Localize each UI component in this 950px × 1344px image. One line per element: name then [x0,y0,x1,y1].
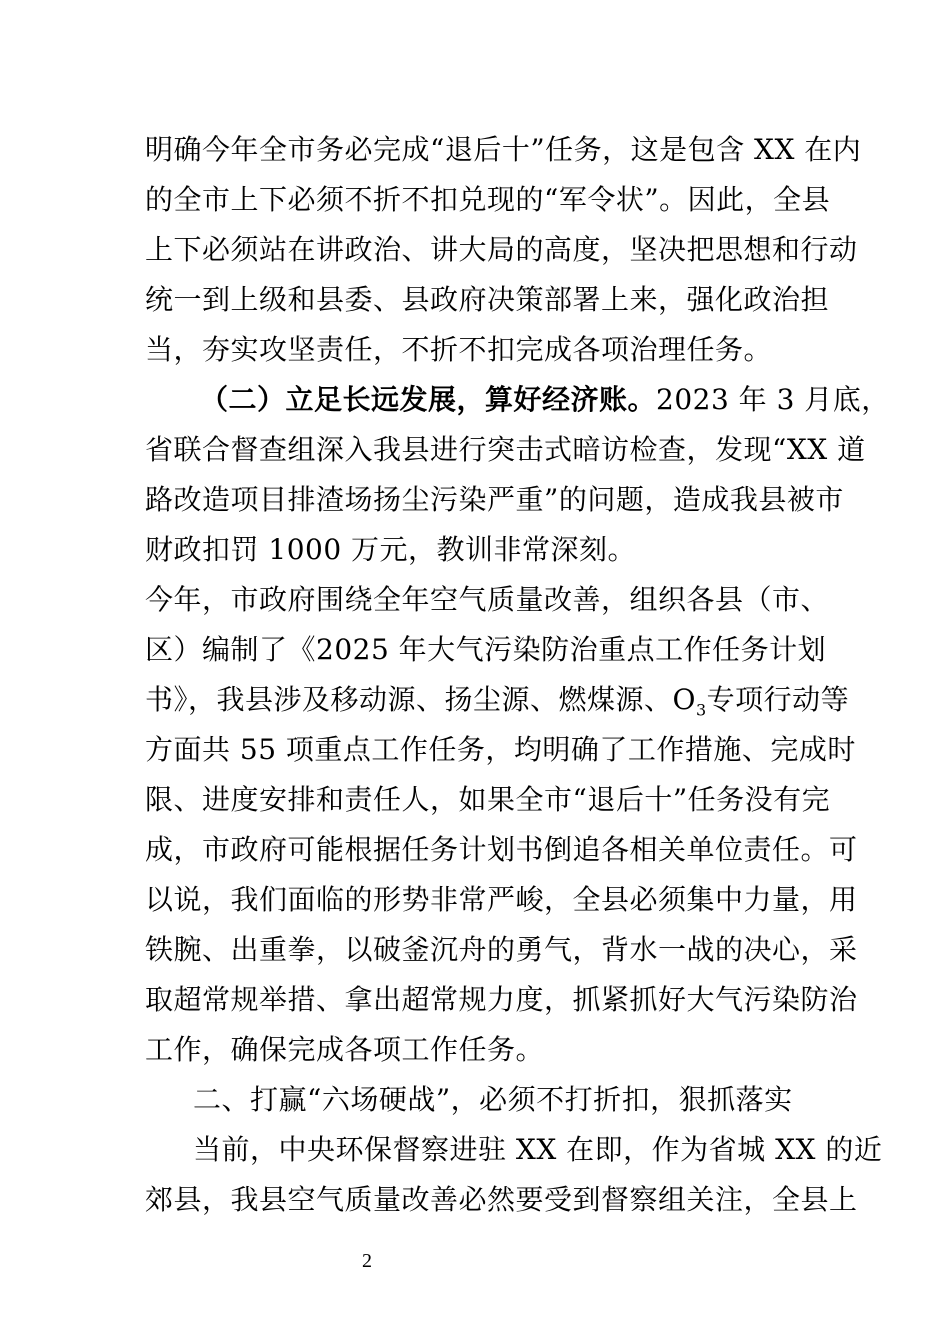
body-line: 限、进度安排和责任人，如果全市“退后十”任务没有完 [145,783,831,816]
body-line: 铁腕、出重拳，以破釜沉舟的勇气，背水一战的决心，采 [145,933,858,966]
body-line: 工作，确保完成各项工作任务。 [145,1033,545,1066]
o3-line-after: 专项行动等 [706,683,850,716]
o3-line-before: 书》，我县涉及移动源、扬尘源、燃煤源、O [145,683,696,716]
section-heading-line [200,383,890,417]
body-line-o3 [145,683,850,720]
section-heading-tail: 2023 年 3 月底， [656,383,890,416]
body-line: 的全市上下必须不折不扣兑现的“军令状”。因此，全县 [145,183,831,216]
body-line: 明确今年全市务必完成“退后十”任务，这是包含 XX 在内 [145,133,862,166]
body-line: 今年，市政府围绕全年空气质量改善，组织各县（市、 [145,583,830,616]
body-line: 区）编制了《2025 年大气污染防治重点工作任务计划 [145,633,827,666]
body-line: 郊县，我县空气质量改善必然要受到督察组关注，全县上 [145,1183,858,1216]
body-line: 财政扣罚 1000 万元，教训非常深刻。 [145,533,637,566]
body-line: 统一到上级和县委、县政府决策部署上来，强化政治担 [145,283,830,316]
page-number: 2 [362,1250,372,1272]
o3-subscript: 3 [695,700,707,720]
body-line: 上下必须站在讲政治、讲大局的高度，坚决把思想和行动 [145,233,858,266]
body-line: 以说，我们面临的形势非常严峻，全县必须集中力量，用 [145,883,858,916]
section-heading-bold: （二）立足长远发展，算好经济账。 [200,383,657,416]
body-line: 方面共 55 项重点工作任务，均明确了工作措施、完成时 [145,733,856,766]
body-line: 当，夯实攻坚责任，不折不扣完成各项治理任务。 [145,333,773,366]
body-line: 路改造项目排渣场扬尘污染严重”的问题，造成我县被市 [145,483,844,516]
body-line: 省联合督查组深入我县进行突击式暗访检查，发现“XX 道 [145,433,866,466]
body-line: 当前，中央环保督察进驻 XX 在即，作为省城 XX 的近 [193,1133,883,1166]
body-line: 取超常规举措、拿出超常规力度，抓紧抓好大气污染防治 [145,983,858,1016]
section-title: 二、打赢“六场硬战”，必须不打折扣，狠抓落实 [193,1083,793,1116]
body-line: 成，市政府可能根据任务计划书倒追各相关单位责任。可 [145,833,858,866]
